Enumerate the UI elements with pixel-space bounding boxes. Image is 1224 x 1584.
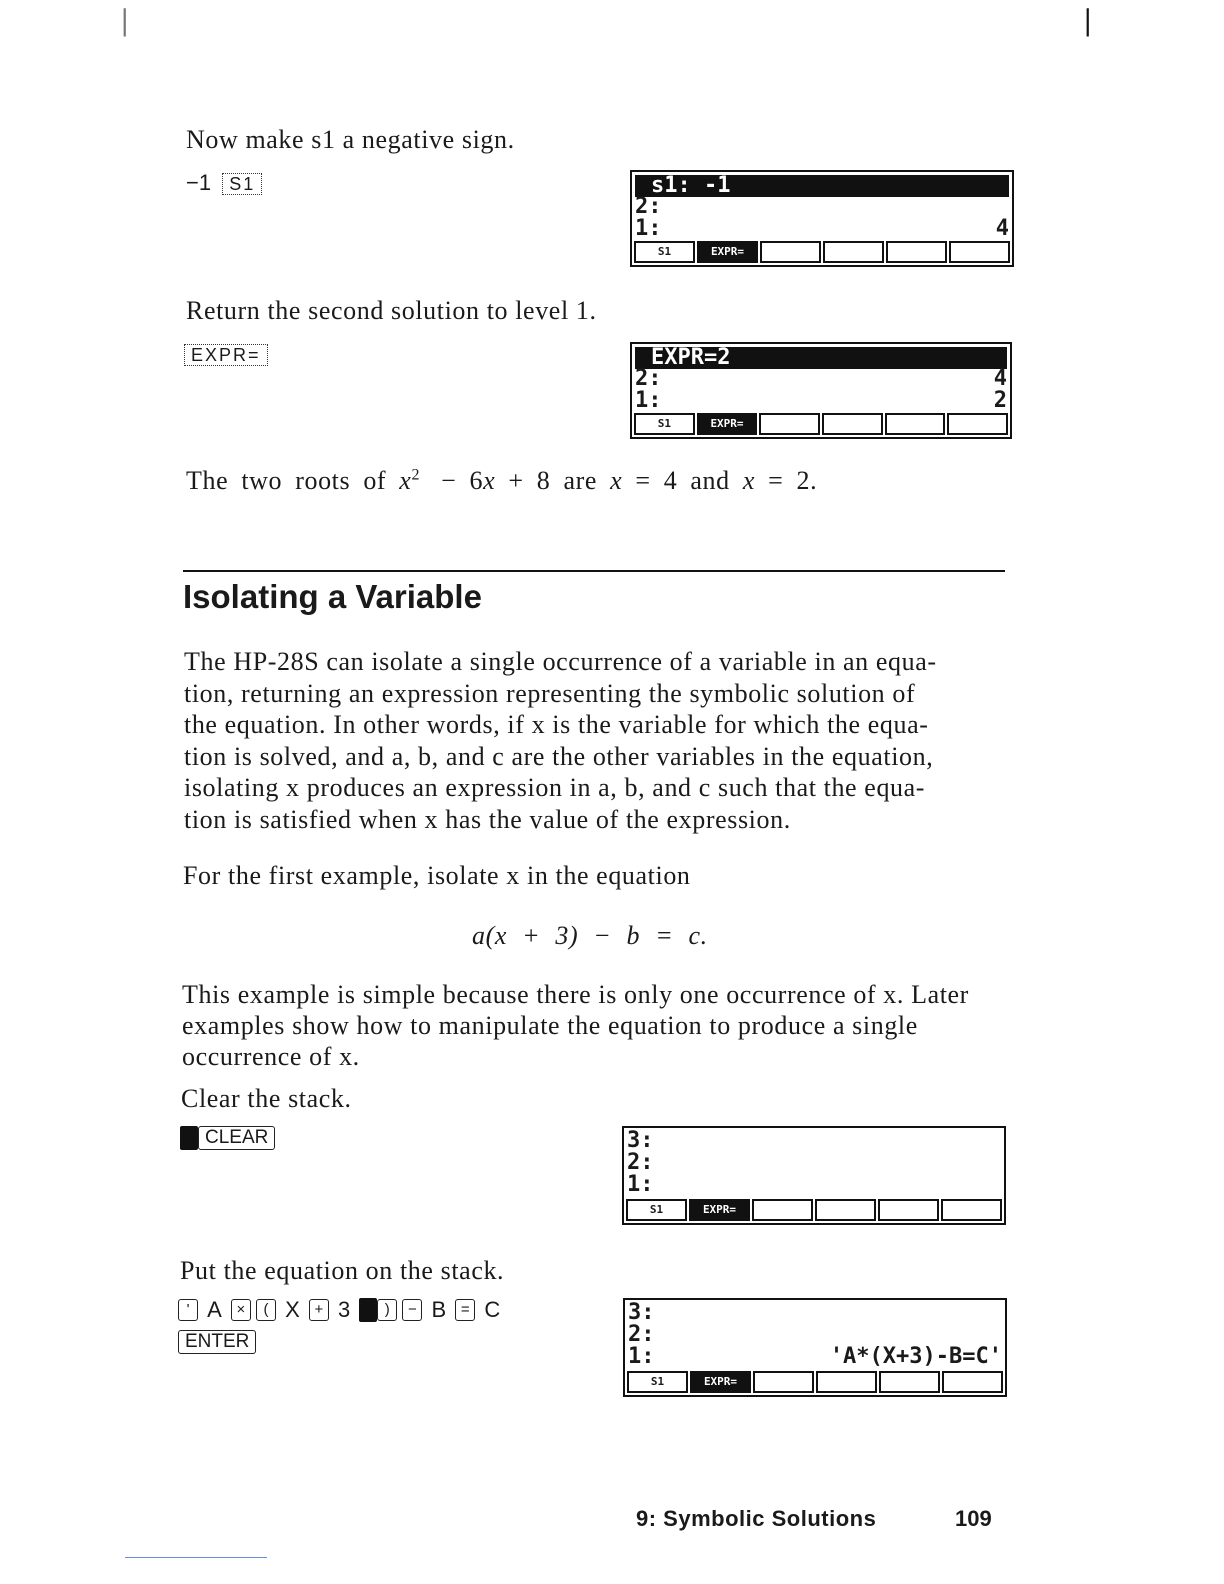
softkey-menu: [627, 1371, 1003, 1393]
stack-level-1: 1: 2: [635, 388, 1007, 413]
stack-level-2: 2:: [627, 1150, 654, 1175]
softkey-blank[interactable]: [753, 1371, 814, 1393]
calc-display-3: [622, 1126, 1006, 1225]
calc-display-1: [630, 170, 1014, 267]
softkey-blank[interactable]: [941, 1199, 1002, 1221]
step2-text: Return the second solution to level 1.: [186, 296, 597, 325]
step4-text: Put the equation on the stack.: [180, 1256, 505, 1285]
softkey-blank[interactable]: [885, 413, 946, 435]
softkey-blank[interactable]: [752, 1199, 813, 1221]
softkey-blank[interactable]: [886, 241, 947, 263]
softkey-blank[interactable]: [760, 241, 821, 263]
stack-level-2: 2:: [635, 194, 662, 219]
stack-level-1: 1: 4: [635, 216, 1009, 241]
menu-key-expr[interactable]: EXPR=: [184, 344, 268, 366]
step3-keys: [180, 1126, 275, 1150]
key-char: A: [207, 1297, 222, 1322]
softkey-blank[interactable]: [815, 1199, 876, 1221]
key-clear[interactable]: CLEAR: [198, 1126, 275, 1150]
key-equals[interactable]: =: [455, 1299, 475, 1321]
softkey-s1[interactable]: S1: [626, 1199, 687, 1221]
menu-key-s1[interactable]: S1: [222, 173, 262, 195]
softkey-blank[interactable]: [816, 1371, 877, 1393]
step3-text: Clear the stack.: [181, 1084, 352, 1113]
calc-display-4: [623, 1298, 1007, 1397]
softkey-s1[interactable]: S1: [627, 1371, 688, 1393]
footer-page-number: 109: [955, 1506, 992, 1531]
stack-level-3: 3:: [627, 1128, 654, 1153]
section-paragraph-2: For the first example, isolate x in the equation: [183, 861, 691, 890]
stack-level-3: 3:: [628, 1300, 655, 1325]
footer-chapter: 9: Symbolic Solutions: [636, 1506, 877, 1531]
step1-keys: [186, 170, 262, 196]
calc-display-2: [630, 342, 1012, 439]
key-char: C: [484, 1297, 501, 1322]
softkey-s1[interactable]: S1: [634, 241, 695, 263]
footer-rule: [125, 1557, 267, 1558]
stack-level-1: 1: 'A*(X+3)-B=C': [628, 1344, 1002, 1369]
roots-sentence: The two roots of $x^2 - 6x + 8$ are x = 4 and x = 2.: [186, 466, 818, 495]
softkey-blank[interactable]: [942, 1371, 1003, 1393]
equation: a(x + 3) − b = c.: [472, 921, 708, 950]
softkey-blank[interactable]: [823, 241, 884, 263]
stack-level-1: 1:: [627, 1172, 654, 1197]
left-margin-mark: |: [120, 4, 130, 37]
stack-level-2: 2:: [628, 1322, 655, 1347]
key-enter[interactable]: ENTER: [178, 1330, 256, 1354]
key-open-paren[interactable]: (: [256, 1299, 276, 1321]
softkey-expr[interactable]: EXPR=: [697, 413, 758, 435]
softkey-expr[interactable]: EXPR=: [697, 241, 758, 263]
key-char: X: [285, 1297, 300, 1322]
softkey-menu: [634, 413, 1008, 435]
step2-keys: [184, 344, 268, 366]
softkey-expr[interactable]: EXPR=: [689, 1199, 750, 1221]
step4-keys: [178, 1297, 504, 1323]
softkey-menu: [626, 1199, 1002, 1221]
key-minus-one: −1: [186, 170, 212, 195]
key-char: B: [431, 1297, 447, 1322]
key-char: 3: [337, 1297, 351, 1322]
step4-enter: [178, 1330, 256, 1354]
display-header: s1: -1: [635, 175, 1009, 197]
key-plus[interactable]: +: [309, 1299, 329, 1321]
stack-level-2: 2: 4: [635, 366, 1007, 391]
softkey-blank[interactable]: [949, 241, 1010, 263]
softkey-blank[interactable]: [879, 1371, 940, 1393]
key-close-paren[interactable]: ): [377, 1299, 397, 1321]
section-paragraph-1: The HP-28S can isolate a single occurrence of a variable in an equa- tion, returning an expression representing the symbolic solution of the equation. In other words, if x is the variable for which the equa- tion is solved, and a, b, and c are the other variables in the equation, isolating x produces an expression in a, b, and c such that the equa- tion is satisfied when x has the value of the expression.: [184, 647, 937, 834]
softkey-menu: [634, 241, 1010, 263]
softkey-blank[interactable]: [947, 413, 1008, 435]
softkey-blank[interactable]: [878, 1199, 939, 1221]
softkey-expr[interactable]: EXPR=: [690, 1371, 751, 1393]
key-quote[interactable]: ': [178, 1299, 198, 1321]
key-minus[interactable]: −: [402, 1299, 422, 1321]
display-header: EXPR=2: [635, 347, 1007, 369]
section-rule: [183, 570, 1005, 572]
section-paragraph-3: This example is simple because there is only one occurrence of x. Later examples show how to manipulate the equation to produce a single occurrence of x.: [182, 980, 969, 1071]
right-margin-mark: |: [1083, 4, 1093, 37]
section-title: Isolating a Variable: [183, 578, 482, 615]
key-multiply[interactable]: ×: [231, 1299, 251, 1321]
softkey-blank[interactable]: [759, 413, 820, 435]
step1-text: Now make s1 a negative sign.: [186, 125, 515, 154]
shift-key-icon: [359, 1298, 377, 1322]
softkey-s1[interactable]: S1: [634, 413, 695, 435]
shift-key-icon: [180, 1126, 198, 1150]
softkey-blank[interactable]: [822, 413, 883, 435]
